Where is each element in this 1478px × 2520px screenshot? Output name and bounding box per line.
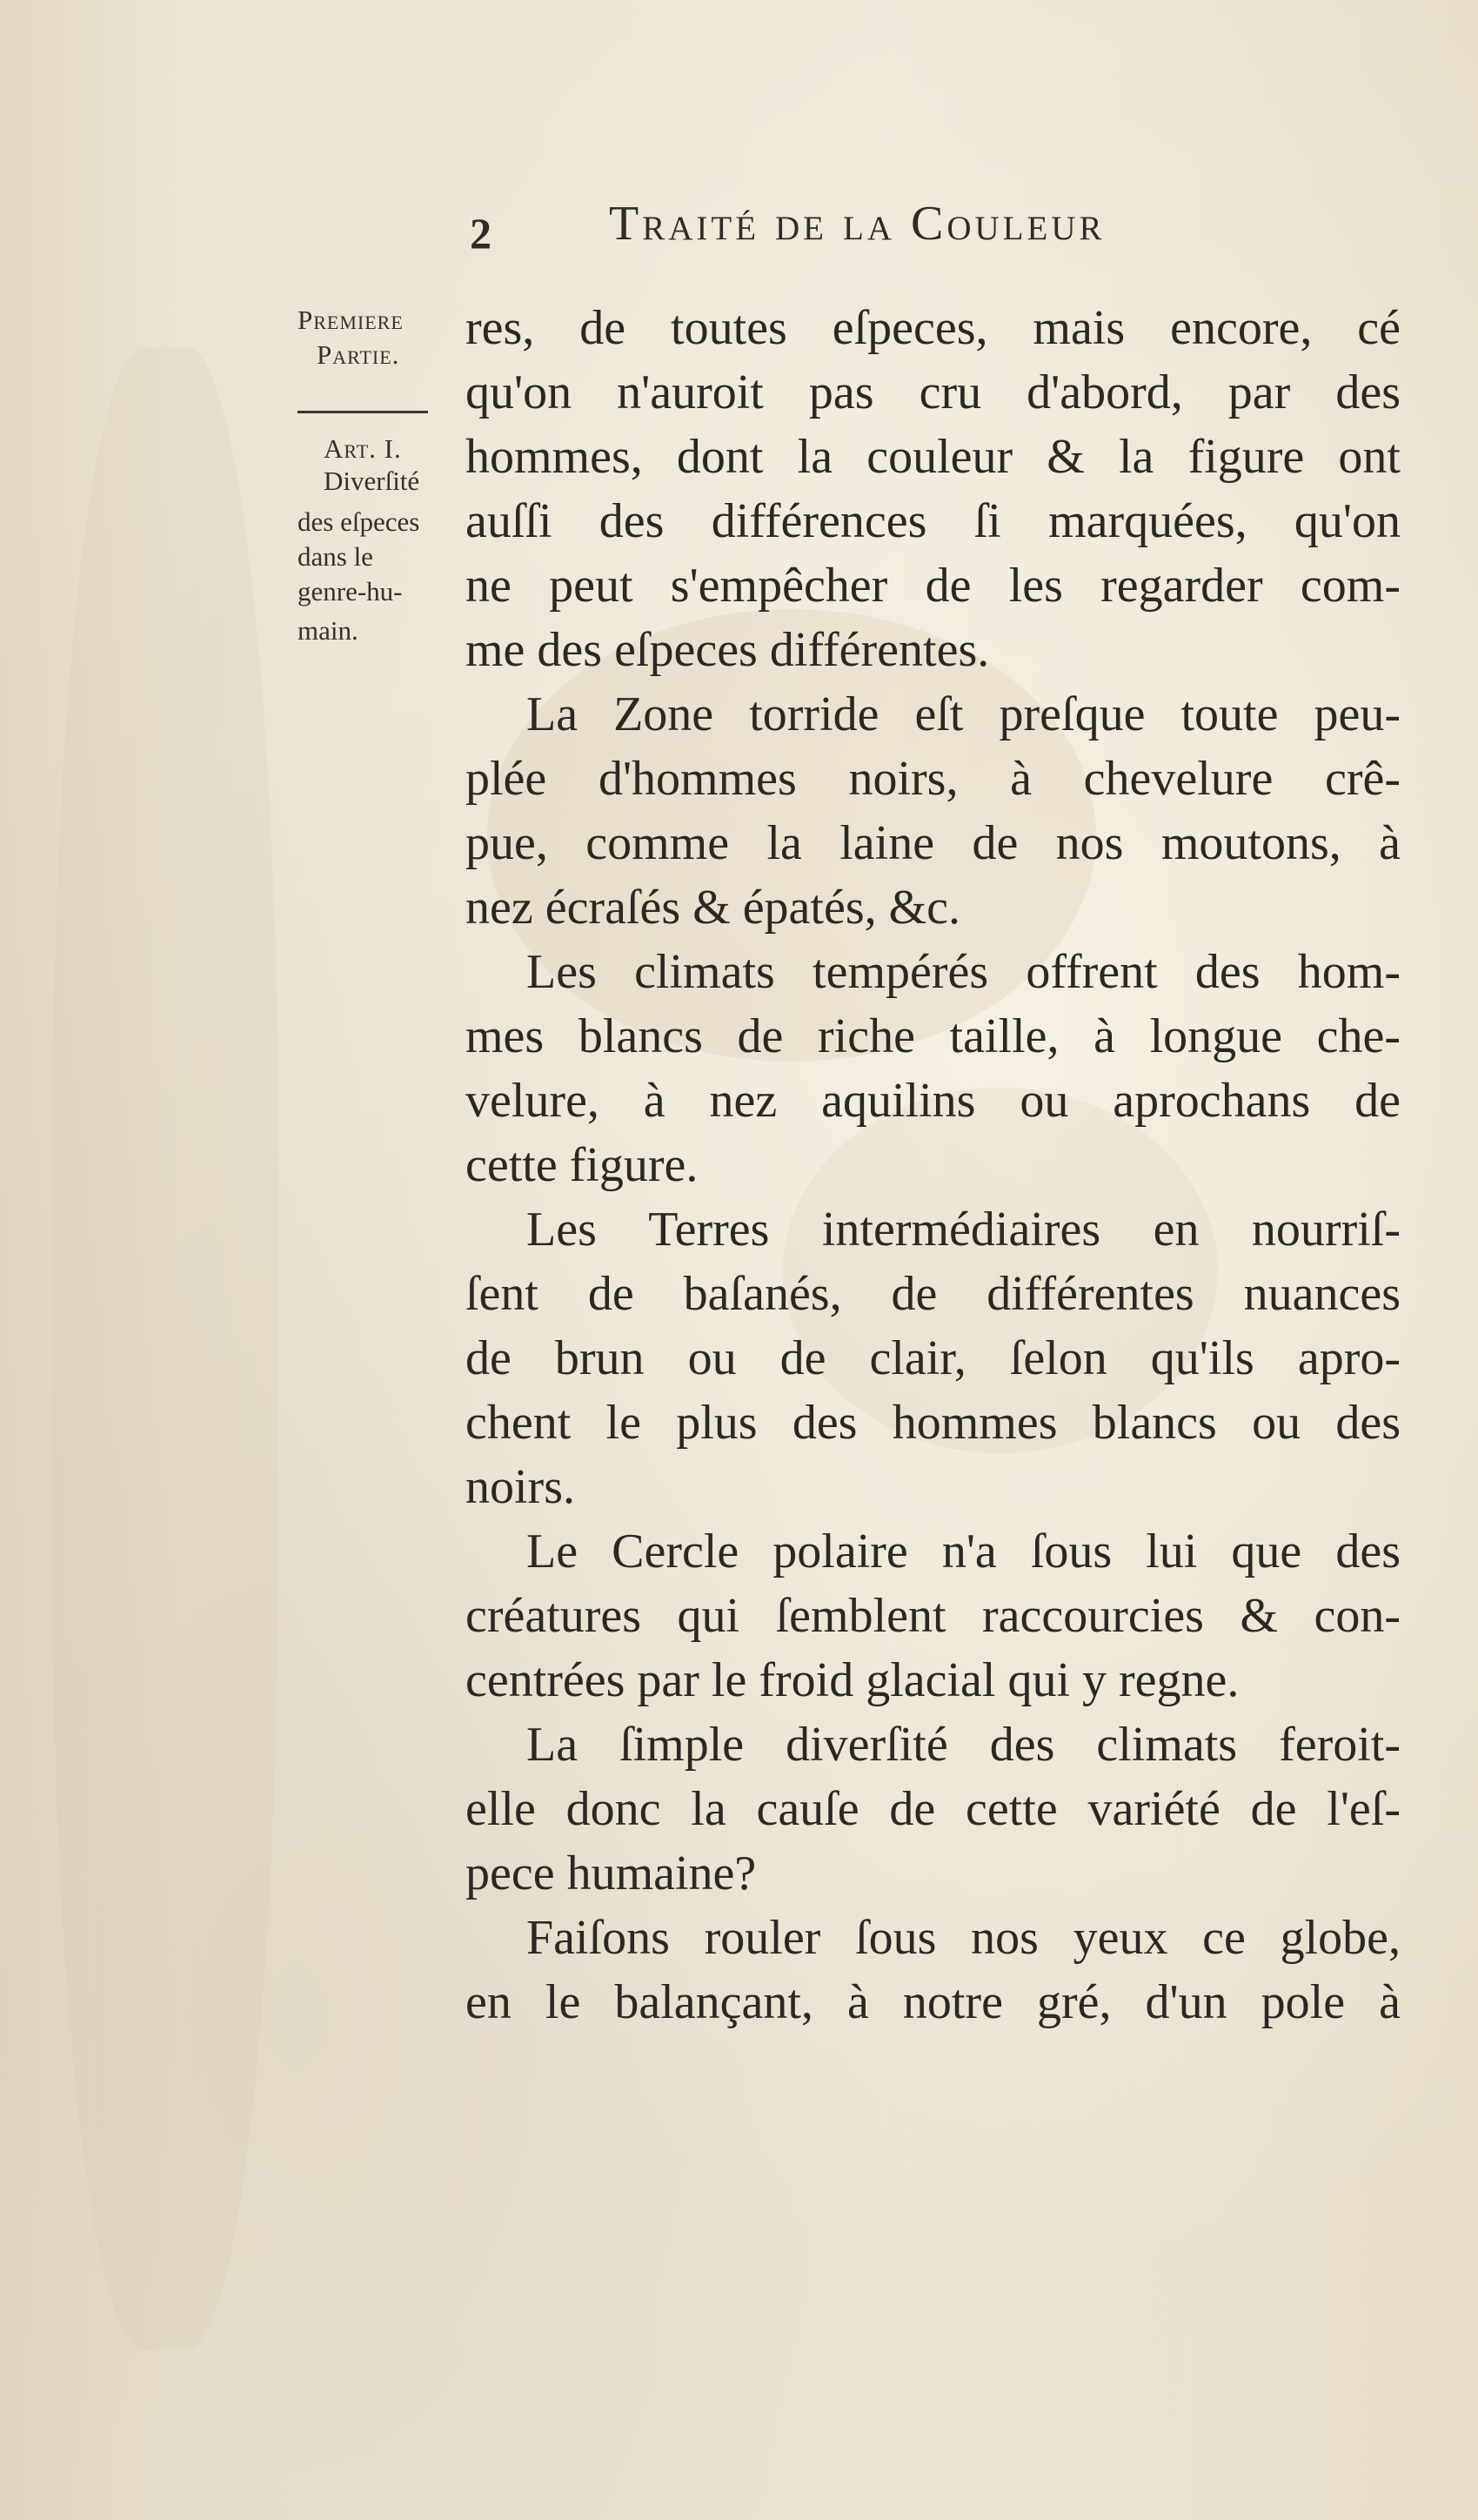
text-line: noirs.	[465, 1460, 575, 1514]
text-line: centrées par le froid glacial qui y regne.	[465, 1653, 1240, 1707]
text-line: Faiſons rouler ſous nos yeux ce globe,	[526, 1911, 1401, 1965]
text-line: Les climats tempérés offrent des hom-	[526, 945, 1401, 999]
text-line: cette figure.	[465, 1138, 699, 1192]
margin-topic-line: dans le	[298, 541, 373, 572]
text-line: plée d'hommes noirs, à chevelure crê-	[465, 752, 1401, 806]
text-line: créatures qui ſemblent raccourcies & con-	[465, 1589, 1401, 1643]
text-line: en le balançant, à notre gré, d'un pole à	[465, 1975, 1401, 2029]
text-line: de brun ou de clair, ſelon qu'ils apro-	[465, 1331, 1401, 1385]
text-line: ſent de baſanés, de différentes nuances	[465, 1267, 1401, 1321]
text-line: me des eſpeces différentes.	[465, 623, 990, 677]
text-line: mes blancs de riche taille, à longue che-	[465, 1009, 1401, 1063]
margin-topic-line: genre-hu-	[298, 576, 403, 607]
running-title: Traité de la Couleur	[609, 197, 1106, 251]
text-line: hommes, dont la couleur & la figure ont	[465, 430, 1401, 484]
text-line: velure, à nez aquilins ou aprochans de	[465, 1074, 1401, 1128]
page-header	[470, 196, 1253, 265]
text-line: La Zone torride eſt preſque toute peu-	[526, 687, 1401, 741]
text-line: qu'on n'auroit pas cru d'abord, par des	[465, 365, 1401, 419]
text-line: res, de toutes eſpeces, mais encore, cé	[465, 301, 1401, 355]
margin-part-label: Partie.	[317, 339, 400, 370]
text-line: ne peut s'empêcher de les regarder com-	[465, 559, 1401, 613]
page-number: 2	[470, 209, 492, 258]
text-line: elle donc la cauſe de cette variété de l'eſ-	[465, 1782, 1401, 1836]
margin-part-label: Premiere	[298, 305, 404, 335]
text-line: pece humaine?	[465, 1846, 757, 1900]
margin-rule	[298, 411, 428, 413]
margin-article-label: Art. I.	[324, 433, 402, 464]
text-line: pue, comme la laine de nos moutons, à	[465, 816, 1401, 870]
text-line: chent le plus des hommes blancs ou des	[465, 1396, 1401, 1450]
text-line: auſſi des différences ſi marquées, qu'on	[465, 494, 1401, 548]
text-line: nez écraſés & épatés, &c.	[465, 881, 961, 935]
margin-topic-line: Diverſité	[324, 466, 420, 496]
paper-stain	[52, 348, 278, 2349]
margin-topic-line: main.	[298, 615, 358, 646]
text-line: Les Terres intermédiaires en nourriſ-	[526, 1203, 1401, 1257]
margin-topic-line: des eſpeces	[298, 506, 420, 537]
text-line: La ſimple diverſité des climats feroit-	[526, 1718, 1401, 1772]
text-line: Le Cercle polaire n'a ſous lui que des	[526, 1525, 1401, 1578]
